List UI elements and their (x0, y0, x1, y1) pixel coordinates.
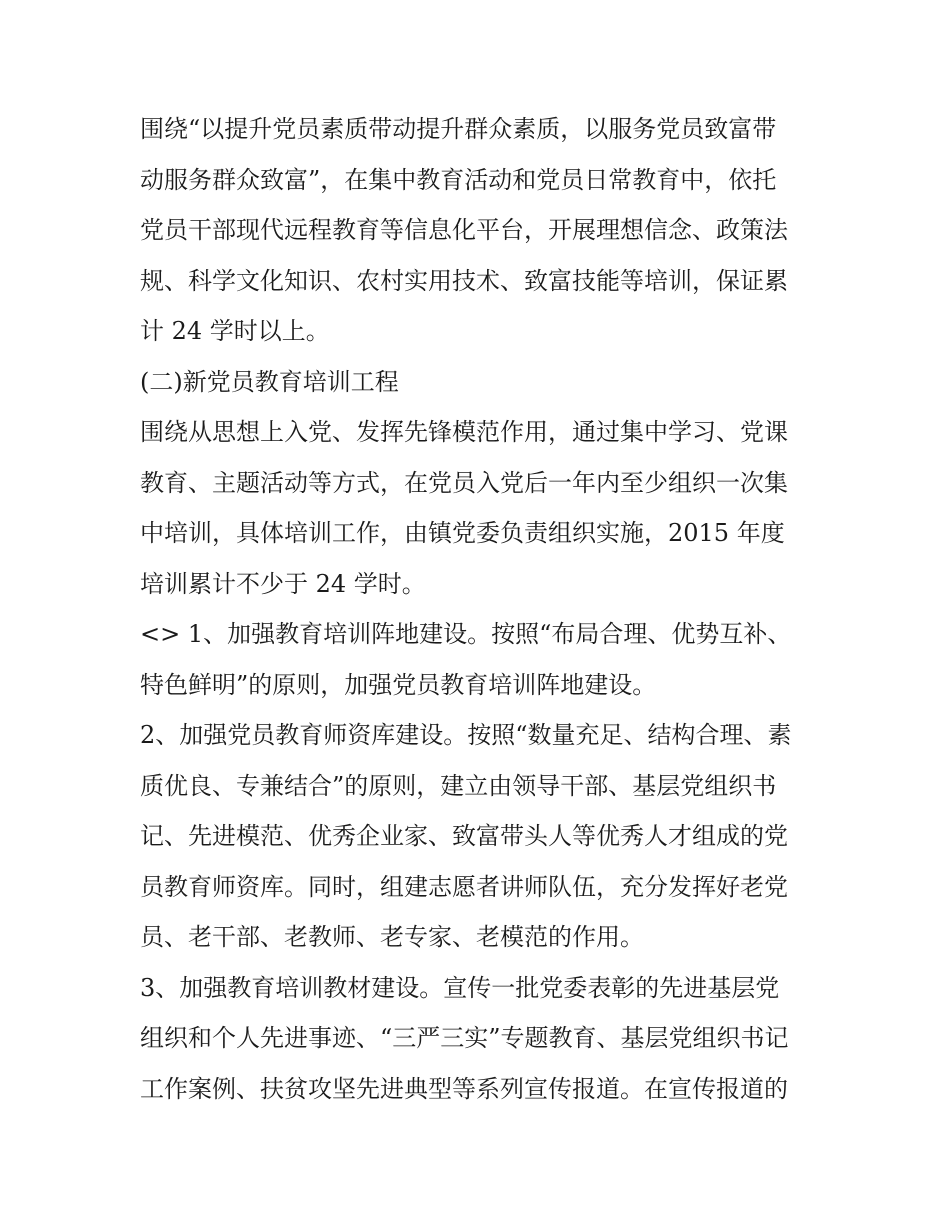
text-line: 工作案例、扶贫攻坚先进典型等系列宣传报道。在宣传报道的 (140, 1074, 788, 1103)
list-item: <> 1、加强教育培训阵地建设。按照“布局合理、优势互补、 (140, 620, 792, 648)
text-line: 党员干部现代远程教育等信息化平台，开展理想信念、政策法 (140, 216, 788, 244)
text-line: 员教育师资库。同时，组建志愿者讲师队伍，充分发挥好老党 (140, 872, 788, 901)
text-line: 规、科学文化知识、农村实用技术、致富技能等培训，保证累 (140, 266, 788, 295)
text-line: 动服务群众致富”，在集中教育活动和党员日常教育中，依托 (140, 165, 777, 194)
text-line: 特色鲜明”的原则，加强党员教育培训阵地建设。 (140, 670, 657, 699)
text-line: 教育、主题活动等方式，在党员入党后一年内至少组织一次集 (140, 468, 788, 497)
text-line: 员、老干部、老教师、老专家、老模范的作用。 (140, 923, 644, 951)
list-item: 2、加强党员教育师资库建设。按照“数量充足、结构合理、素 (140, 721, 792, 749)
text-line: 计 24 学时以上。 (140, 317, 330, 345)
text-line: 记、先进模范、优秀企业家、致富带头人等优秀人才组成的党 (140, 822, 788, 850)
list-item: 3、加强教育培训教材建设。宣传一批党委表彰的先进基层党 (140, 973, 780, 1002)
section-heading: (二)新党员教育培训工程 (140, 367, 399, 396)
text-line: 围绕“以提升党员素质带动提升群众素质，以服务党员致富带 (140, 115, 777, 143)
text-line: 组织和个人先进事迹、“三严三实”专题教育、基层党组织书记 (140, 1024, 789, 1052)
document-body (140, 104, 830, 1114)
text-line: 中培训，具体培训工作，由镇党委负责组织实施，2015 年度 (140, 519, 785, 547)
text-line: 培训累计不少于 24 学时。 (140, 569, 426, 598)
text-line: 质优良、专兼结合”的原则，建立由领导干部、基层党组织书 (140, 771, 777, 800)
text-line: 围绕从思想上入党、发挥先锋模范作用，通过集中学习、党课 (140, 418, 788, 446)
